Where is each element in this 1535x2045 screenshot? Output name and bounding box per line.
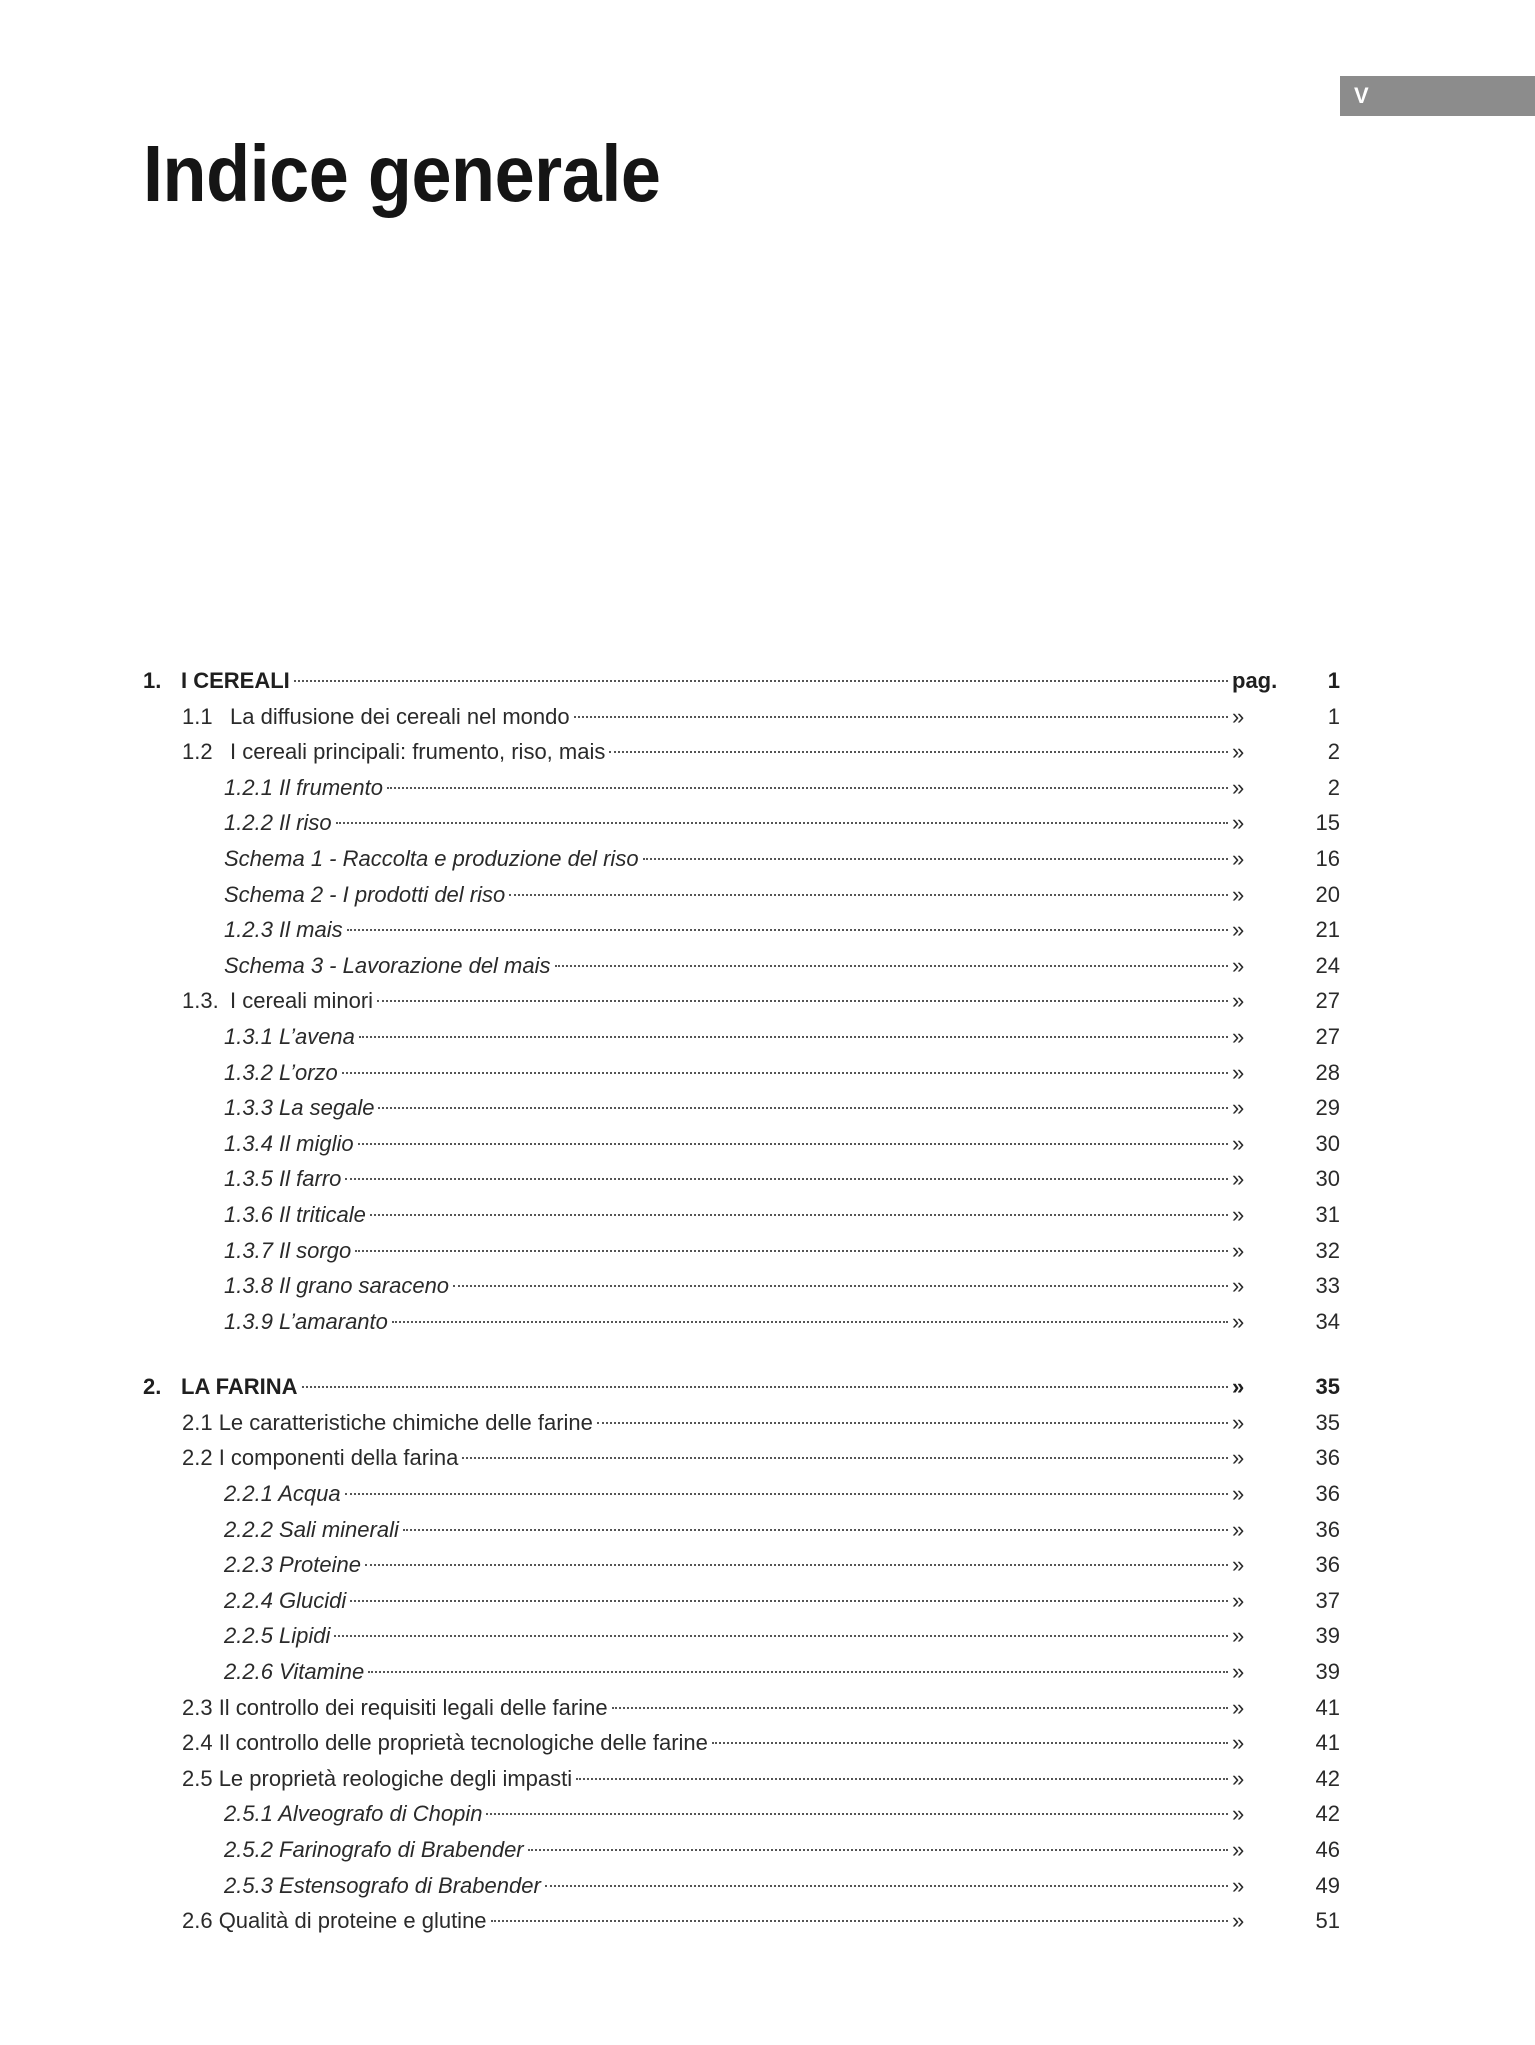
- toc-entry-page: 49: [1315, 1872, 1340, 1898]
- toc-entry[interactable]: [143, 1796, 1340, 1832]
- toc-entry-ref: »: [1232, 1201, 1245, 1227]
- toc-entry[interactable]: [143, 1161, 1340, 1197]
- toc-entry-page: 2: [1327, 774, 1340, 800]
- toc-entry-page: 42: [1315, 1801, 1340, 1827]
- toc-chapter-entry[interactable]: [143, 663, 1340, 699]
- toc-entry-label: [143, 1618, 330, 1654]
- toc-entry-ref: »: [1232, 1659, 1245, 1685]
- toc-entry[interactable]: [143, 1019, 1340, 1055]
- toc-entry[interactable]: [143, 1476, 1340, 1512]
- toc-entry-title: 2.2.2 Sali minerali: [224, 1516, 399, 1542]
- toc-entry-label: [143, 1903, 487, 1939]
- dot-leader: [378, 1106, 1228, 1109]
- toc-entry-page: 29: [1315, 1095, 1340, 1121]
- toc-entry-page: 16: [1315, 845, 1340, 871]
- dot-leader: [342, 1071, 1228, 1074]
- toc-entry-title: 1.3.5 Il farro: [224, 1166, 342, 1192]
- dot-leader: [545, 1884, 1228, 1887]
- toc-entry-page: 1: [1327, 703, 1340, 729]
- toc-entry-number: 1.3.: [182, 988, 219, 1014]
- toc-entry-title: 1.3.6 Il triticale: [224, 1201, 366, 1227]
- dot-leader: [528, 1848, 1228, 1851]
- toc-entry-label: [143, 1512, 399, 1548]
- dot-leader: [302, 1385, 1228, 1388]
- toc-entry-title: I cereali principali: frumento, riso, mais: [230, 739, 606, 765]
- toc-entry-label: [143, 1197, 366, 1233]
- toc-entry-page: 36: [1315, 1552, 1340, 1578]
- toc-entry-label: [143, 1832, 524, 1868]
- dot-leader: [392, 1320, 1228, 1323]
- toc-entry[interactable]: [143, 734, 1340, 770]
- toc-entry[interactable]: [143, 1583, 1340, 1619]
- toc-entry[interactable]: [143, 877, 1340, 913]
- toc-entry-label: [143, 1761, 572, 1797]
- toc-entry[interactable]: [143, 1304, 1340, 1340]
- toc-entry-page: 30: [1315, 1166, 1340, 1192]
- toc-entry-page: 36: [1315, 1516, 1340, 1542]
- dot-leader: [576, 1777, 1228, 1780]
- toc-entry[interactable]: [143, 912, 1340, 948]
- toc-entry-page: 37: [1315, 1587, 1340, 1613]
- toc-entry-page: 39: [1315, 1623, 1340, 1649]
- toc-entry-title: 2.5.1 Alveografo di Chopin: [224, 1801, 483, 1827]
- toc-entry-ref: »: [1232, 1801, 1245, 1827]
- toc-entry-title: La diffusione dei cereali nel mondo: [230, 703, 570, 729]
- toc-entry-number: 1.: [143, 668, 162, 693]
- toc-entry-page: 20: [1315, 881, 1340, 907]
- toc-entry-title: 2.2 I componenti della farina: [182, 1445, 459, 1471]
- toc-entry-title: 2.2.6 Vitamine: [224, 1659, 365, 1685]
- dot-leader: [403, 1528, 1228, 1531]
- toc-entry-page: 15: [1315, 810, 1340, 836]
- toc-entry-page: 42: [1315, 1765, 1340, 1791]
- toc-entry-ref: »: [1232, 1694, 1245, 1720]
- toc-entry[interactable]: [143, 1654, 1340, 1690]
- dot-leader: [453, 1284, 1228, 1287]
- toc-entry-number: 1.1: [182, 703, 213, 729]
- toc-entry-label: [143, 1233, 351, 1269]
- dot-leader: [359, 1035, 1228, 1038]
- toc-entry[interactable]: [143, 841, 1340, 877]
- dot-leader: [609, 750, 1228, 753]
- toc-entry-page: 1: [1327, 668, 1340, 693]
- toc-entry[interactable]: [143, 1690, 1340, 1726]
- toc-entry-title: 1.2.3 Il mais: [224, 917, 343, 943]
- toc-entry-ref: »: [1232, 952, 1245, 978]
- dot-leader: [365, 1563, 1228, 1566]
- dot-leader: [555, 964, 1229, 967]
- dot-leader: [336, 821, 1228, 824]
- toc-entry-title: 1.3.1 L’avena: [224, 1023, 355, 1049]
- toc-entry[interactable]: [143, 1725, 1340, 1761]
- toc-entry-ref: »: [1232, 881, 1245, 907]
- dot-leader: [368, 1670, 1228, 1673]
- toc-entry-title: LA FARINA: [181, 1374, 298, 1400]
- toc-entry-title: 2.4 Il controllo delle proprietà tecnologiche delle farine: [182, 1730, 708, 1756]
- toc-entry-ref: »: [1232, 1908, 1245, 1934]
- toc-entry[interactable]: [143, 1832, 1340, 1868]
- toc-entry-label: [143, 948, 551, 984]
- toc-entry-page: 24: [1315, 952, 1340, 978]
- toc-chapter-entry[interactable]: [143, 1369, 1340, 1405]
- toc-entry-title: Schema 3 - Lavorazione del mais: [224, 952, 551, 978]
- dot-leader: [597, 1421, 1228, 1424]
- toc-entry-ref: »: [1232, 1765, 1245, 1791]
- toc-entry-label: [143, 1405, 593, 1441]
- toc-entry-ref: »: [1232, 845, 1245, 871]
- toc-entry-page: 36: [1315, 1445, 1340, 1471]
- toc-entry-label: [143, 734, 605, 770]
- dot-leader: [370, 1213, 1228, 1216]
- toc-entry-ref: »: [1232, 1374, 1245, 1400]
- toc-entry-title: I CEREALI: [181, 668, 290, 693]
- toc-entry[interactable]: [143, 1055, 1340, 1091]
- toc-entry[interactable]: [143, 1268, 1340, 1304]
- toc-entry-title: 1.3.2 L’orzo: [224, 1059, 338, 1085]
- toc-entry-label: [143, 1055, 338, 1091]
- toc-entry-label: [143, 1019, 355, 1055]
- toc-entry-page: 28: [1315, 1059, 1340, 1085]
- toc-entry-page: 30: [1315, 1130, 1340, 1156]
- toc-entry-title: 2.1 Le caratteristiche chimiche delle farine: [182, 1409, 593, 1435]
- toc-entry-page: 35: [1315, 1374, 1340, 1400]
- toc-entry-ref: »: [1232, 1409, 1245, 1435]
- dot-leader: [345, 1177, 1228, 1180]
- toc-entry-label: [143, 1654, 364, 1690]
- toc-entry[interactable]: [143, 1126, 1340, 1162]
- toc-entry-label: [143, 1090, 374, 1126]
- toc-entry-label: [143, 1583, 346, 1619]
- toc-entry-page: 33: [1315, 1273, 1340, 1299]
- toc-entry-label: [143, 1304, 388, 1340]
- toc-entry-page: 36: [1315, 1481, 1340, 1507]
- toc-entry-page: 46: [1315, 1837, 1340, 1862]
- toc-entry-ref: »: [1232, 1445, 1245, 1471]
- toc-entry-number: 2.: [143, 1374, 162, 1400]
- toc-entry-ref: »: [1232, 739, 1245, 765]
- dot-leader: [612, 1706, 1228, 1709]
- toc-entry-title: 1.3.9 L’amaranto: [224, 1308, 388, 1334]
- table-of-contents: [143, 663, 1340, 1939]
- toc-entry-ref: »: [1232, 774, 1245, 800]
- toc-entry-label: [143, 1547, 361, 1583]
- toc-entry-title: 2.2.5 Lipidi: [224, 1623, 331, 1649]
- toc-entry-title: 1.3.8 Il grano saraceno: [224, 1273, 450, 1299]
- dot-leader: [355, 1249, 1228, 1252]
- toc-entry-label: [143, 841, 639, 877]
- toc-entry-ref: »: [1232, 1481, 1245, 1507]
- toc-entry[interactable]: [143, 805, 1340, 841]
- toc-entry-label: [143, 877, 505, 913]
- toc-entry-ref: »: [1232, 810, 1245, 836]
- dot-leader: [294, 679, 1228, 682]
- toc-entry-page: 31: [1315, 1201, 1340, 1227]
- toc-entry-ref: »: [1232, 1730, 1245, 1756]
- toc-entry[interactable]: [143, 948, 1340, 984]
- toc-entry-ref: »: [1232, 1130, 1245, 1156]
- toc-entry[interactable]: [143, 770, 1340, 806]
- toc-entry-title: 2.2.4 Glucidi: [224, 1587, 347, 1613]
- toc-entry-title: 2.6 Qualità di proteine e glutine: [182, 1908, 487, 1934]
- toc-entry-ref: »: [1232, 917, 1245, 943]
- dot-leader: [712, 1741, 1228, 1744]
- toc-entry[interactable]: [143, 1868, 1340, 1904]
- toc-entry-ref: »: [1232, 1237, 1245, 1263]
- toc-entry-title: 1.3.7 Il sorgo: [224, 1237, 352, 1263]
- toc-entry-title: 1.3.4 Il miglio: [224, 1130, 354, 1156]
- toc-entry-label: [143, 1161, 341, 1197]
- toc-entry-ref: »: [1232, 703, 1245, 729]
- dot-leader: [345, 1492, 1228, 1495]
- dot-leader: [377, 999, 1228, 1002]
- toc-entry-title: 2.2.3 Proteine: [224, 1552, 361, 1578]
- toc-entry[interactable]: [143, 699, 1340, 735]
- toc-entry-ref: »: [1232, 1273, 1245, 1299]
- toc-entry-label: [143, 1796, 482, 1832]
- toc-entry-page: 2: [1327, 739, 1340, 765]
- toc-entry-label: [143, 699, 570, 735]
- toc-entry-page: 39: [1315, 1659, 1340, 1685]
- dot-leader: [347, 928, 1228, 931]
- toc-entry[interactable]: [143, 1618, 1340, 1654]
- dot-leader: [350, 1599, 1228, 1602]
- toc-entry-label: [143, 1725, 708, 1761]
- dot-leader: [462, 1456, 1228, 1459]
- toc-entry-label: [143, 663, 290, 699]
- toc-entry-label: [143, 805, 332, 841]
- dot-leader: [486, 1812, 1228, 1815]
- toc-entry-title: Schema 2 - I prodotti del riso: [224, 881, 506, 907]
- toc-entry-label: [143, 912, 343, 948]
- toc-entry[interactable]: [143, 983, 1340, 1019]
- dot-leader: [509, 893, 1228, 896]
- toc-entry-page: 27: [1315, 988, 1340, 1014]
- toc-entry-label: [143, 1868, 541, 1904]
- toc-entry-label: [143, 1369, 298, 1405]
- toc-entry[interactable]: [143, 1233, 1340, 1269]
- toc-entry-title: 2.5.2 Farinografo di Brabender: [224, 1837, 524, 1862]
- toc-entry-page: 27: [1315, 1023, 1340, 1049]
- toc-entry-title: 2.5.3 Estensografo di Brabender: [224, 1872, 541, 1898]
- toc-entry-title: Schema 1 - Raccolta e produzione del riso: [224, 845, 639, 871]
- toc-entry[interactable]: [143, 1090, 1340, 1126]
- toc-entry-title: 1.2.2 Il riso: [224, 810, 332, 836]
- toc-entry-ref: »: [1232, 1095, 1245, 1121]
- toc-entry-page: 51: [1315, 1908, 1340, 1934]
- toc-entry-ref: »: [1232, 1552, 1245, 1578]
- toc-entry-title: 1.3.3 La segale: [224, 1095, 375, 1121]
- toc-entry[interactable]: [143, 1197, 1340, 1233]
- toc-entry-label: [143, 1440, 458, 1476]
- dot-leader: [643, 857, 1228, 860]
- dot-leader: [574, 715, 1228, 718]
- toc-entry[interactable]: [143, 1547, 1340, 1583]
- toc-entry-title: 1.2.1 Il frumento: [224, 774, 383, 800]
- toc-entry[interactable]: [143, 1440, 1340, 1476]
- toc-entry-page: 41: [1315, 1730, 1340, 1756]
- toc-entry-title: I cereali minori: [230, 988, 374, 1014]
- dot-leader: [358, 1142, 1228, 1145]
- toc-entry-label: [143, 1268, 449, 1304]
- toc-entry-page: 21: [1315, 917, 1340, 943]
- toc-entry-title: 2.5 Le proprietà reologiche degli impasti: [182, 1765, 573, 1791]
- toc-entry-ref: pag.: [1232, 668, 1278, 693]
- toc-entry-page: 32: [1315, 1237, 1340, 1263]
- toc-entry-ref: »: [1232, 1587, 1245, 1613]
- toc-entry-ref: »: [1232, 1623, 1245, 1649]
- toc-entry-ref: »: [1232, 1837, 1245, 1862]
- toc-entry[interactable]: [143, 1761, 1340, 1797]
- dot-leader: [387, 786, 1228, 789]
- toc-entry-label: [143, 1690, 608, 1726]
- toc-entry-ref: »: [1232, 1166, 1245, 1192]
- dot-leader: [491, 1919, 1228, 1922]
- toc-entry[interactable]: [143, 1903, 1340, 1939]
- toc-entry-ref: »: [1232, 1516, 1245, 1542]
- toc-entry[interactable]: [143, 1512, 1340, 1548]
- toc-entry-page: 35: [1315, 1409, 1340, 1435]
- toc-entry-number: 1.2: [182, 739, 213, 765]
- toc-entry-label: [143, 1476, 341, 1512]
- page-number-tab: V: [1340, 76, 1535, 116]
- toc-entry-ref: »: [1232, 1308, 1245, 1334]
- toc-entry-ref: »: [1232, 988, 1245, 1014]
- toc-entry-title: 2.3 Il controllo dei requisiti legali delle farine: [182, 1694, 608, 1720]
- page-title: Indice generale: [143, 129, 661, 218]
- toc-entry-ref: »: [1232, 1059, 1245, 1085]
- toc-entry-title: 2.2.1 Acqua: [224, 1481, 341, 1507]
- toc-entry[interactable]: [143, 1405, 1340, 1441]
- toc-entry-label: [143, 1126, 354, 1162]
- toc-entry-page: 34: [1315, 1308, 1340, 1334]
- toc-entry-page: 41: [1315, 1694, 1340, 1720]
- toc-entry-ref: »: [1232, 1872, 1245, 1898]
- toc-entry-label: [143, 770, 383, 806]
- toc-entry-label: [143, 983, 373, 1019]
- toc-entry-ref: »: [1232, 1023, 1245, 1049]
- dot-leader: [334, 1634, 1228, 1637]
